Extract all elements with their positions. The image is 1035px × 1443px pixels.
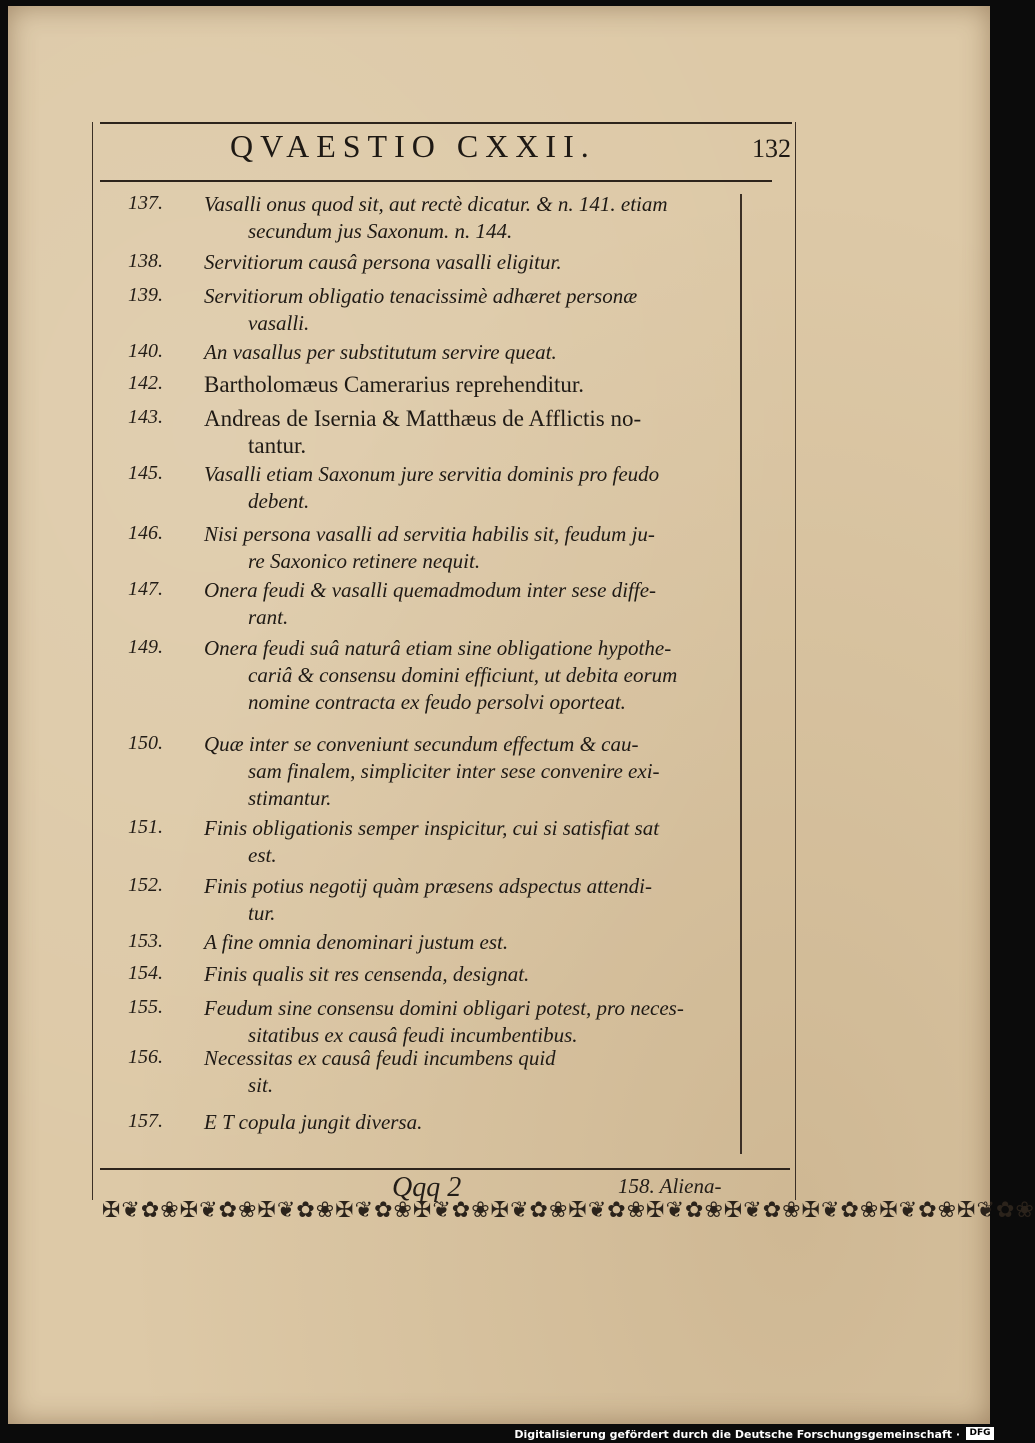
entry-text-line: Feudum sine consensu domini obligari potest, pro neces- — [204, 996, 684, 1020]
entry-text-line: An vasallus per substitutum servire queat. — [204, 340, 557, 364]
entry-text-line: secundum jus Saxonum. n. 144. — [248, 219, 513, 243]
catchword: 158. Aliena- — [618, 1174, 722, 1198]
entry-text-line: Servitiorum obligatio tenacissimè adhæret personæ — [204, 284, 638, 308]
entry-text-line: Nisi persona vasalli ad servitia habilis sit, feudum ju- — [204, 522, 655, 546]
folio-number: 132 — [752, 134, 791, 163]
entry-text-line: Finis obligationis semper inspicitur, cui si satisfiat sat — [204, 816, 660, 840]
entry-text-line: rant. — [248, 605, 289, 629]
entry-text-line: cariâ & consensu domini efficiunt, ut debita eorum — [248, 663, 678, 687]
entry-number: 155. — [128, 996, 163, 1018]
entry-text-line: Onera feudi & vasalli quemadmodum inter sese diffe- — [204, 578, 657, 602]
entry-text-line: Quæ inter se conveniunt secundum effectum & cau- — [204, 732, 639, 756]
entry-number: 139. — [128, 284, 163, 306]
entry-text-line: sam finalem, simpliciter inter sese convenire exi- — [248, 759, 660, 783]
entry-number: 138. — [128, 250, 163, 272]
entry-text-line: est. — [248, 843, 277, 867]
page-title: QVAESTIO CXXII. — [230, 128, 596, 164]
entry-number: 140. — [128, 340, 163, 362]
entry-number: 153. — [128, 930, 163, 952]
entry-number: 146. — [128, 522, 163, 544]
footer-rule — [100, 1168, 790, 1170]
entry-number: 156. — [128, 1046, 163, 1068]
entry-text-line: tur. — [248, 901, 276, 925]
entry-text-line: nomine contracta ex feudo persolvi oporteat. — [248, 690, 626, 714]
entry-text-line: stimantur. — [248, 786, 332, 810]
entry-number: 154. — [128, 962, 163, 984]
entry-text-line: tantur. — [248, 433, 307, 458]
entry-text-line: Vasalli onus quod sit, aut rectè dicatur. & n. 141. etiam — [204, 192, 668, 216]
entry-number: 150. — [128, 732, 163, 754]
entry-text-line: debent. — [248, 489, 310, 513]
header-rule-bottom — [100, 180, 772, 182]
entry-text-line: Servitiorum causâ persona vasalli eligitur. — [204, 250, 562, 274]
entry-text-line: E T copula jungit diversa. — [204, 1110, 423, 1134]
entry-number: 142. — [128, 372, 163, 394]
entry-text-line: sitatibus ex causâ feudi incumbentibus. — [248, 1023, 578, 1047]
entry-number: 143. — [128, 406, 163, 428]
entry-text-line: Vasalli etiam Saxonum jure servitia dominis pro feudo — [204, 462, 660, 486]
entry-text-line: vasalli. — [248, 311, 310, 335]
entry-number: 145. — [128, 462, 163, 484]
entry-text-line: Finis qualis sit res censenda, designat. — [204, 962, 530, 986]
dfg-logo-icon: DFG — [966, 1427, 994, 1440]
entry-number: 147. — [128, 578, 163, 600]
entry-text-line: Necessitas ex causâ feudi incumbens quid — [204, 1046, 556, 1070]
digitization-credit: Digitalisierung gefördert durch die Deutsche Forschungsgemeinschaft · — [514, 1428, 960, 1441]
entry-number: 149. — [128, 636, 163, 658]
entry-text-line: sit. — [248, 1073, 274, 1097]
entry-text-line: A fine omnia denominari justum est. — [204, 930, 509, 954]
entry-number: 157. — [128, 1110, 163, 1132]
entry-text-line: Finis potius negotij quàm præsens adspectus attendi- — [204, 874, 652, 898]
inner-column-rule — [740, 194, 742, 1154]
entry-text-line: Andreas de Isernia & Matthæus de Afflictis no- — [204, 406, 642, 431]
signature-mark: Qqq 2 — [392, 1172, 462, 1203]
entry-text-line: Onera feudi suâ naturâ etiam sine obligatione hypothe- — [204, 636, 672, 660]
entry-text-line: Bartholomæus Camerarius reprehenditur. — [204, 372, 585, 397]
entry-number: 137. — [128, 192, 163, 214]
entry-text-line: re Saxonico retinere nequit. — [248, 549, 481, 573]
header-rule-top — [100, 122, 792, 124]
entry-number: 151. — [128, 816, 163, 838]
entry-number: 152. — [128, 874, 163, 896]
ornament-border: ✠❦✿❀✠❦✿❀✠❦✿❀✠❦✿❀✠❦✿❀✠❦✿❀✠❦✿❀✠❦✿❀✠❦✿❀✠❦✿❀✠❦✿❀✠❦✿❀ — [102, 1198, 1035, 1223]
